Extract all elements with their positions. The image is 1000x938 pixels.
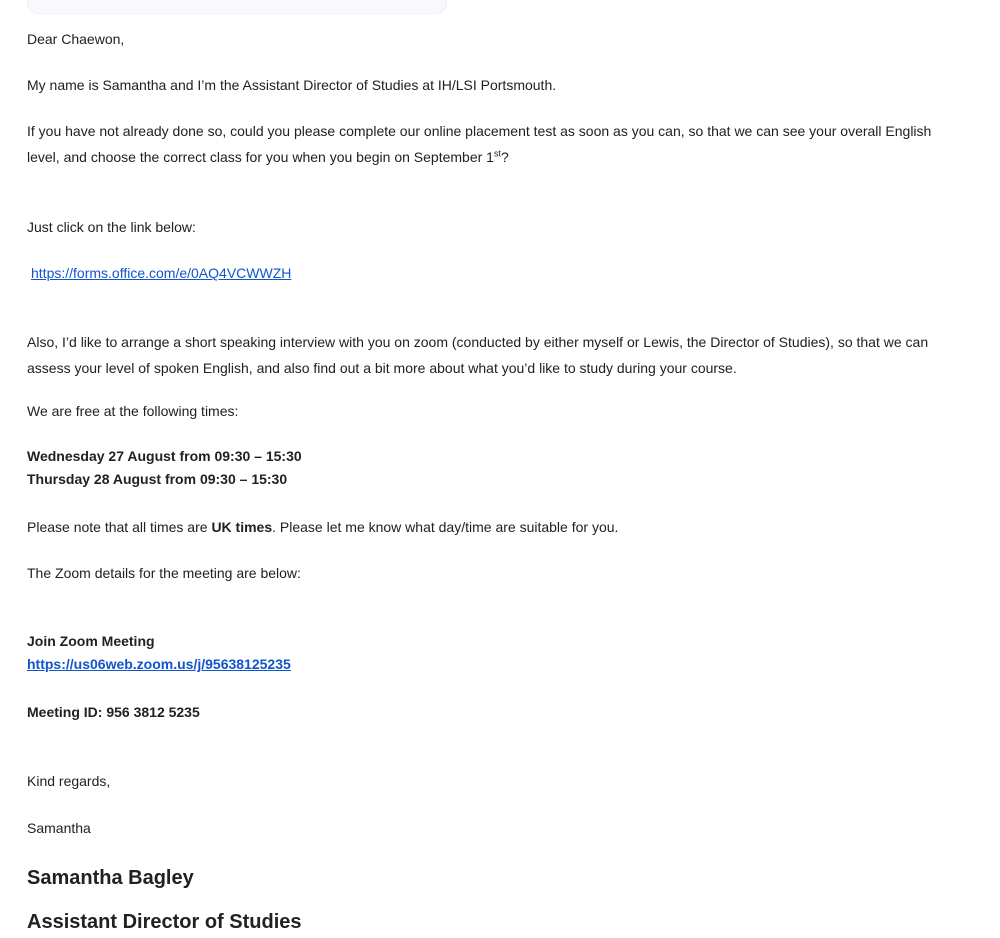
meeting-id-line: Meeting ID: 956 3812 5235 (27, 704, 200, 720)
availability-intro-line: We are free at the following times: (27, 403, 239, 419)
placement-request-text: If you have not already done so, could you please complete our online placement test as soon as you can, so that we can see your overall English level, and choose the correct class for you when you begin on September 1 (27, 123, 932, 165)
collapsed-content-chip[interactable] (27, 0, 447, 14)
times-note-text: Please note that all times are (27, 519, 212, 535)
times-note-paragraph (27, 514, 967, 540)
placement-test-link[interactable]: https://forms.office.com/e/0AQ4VCWWZH (31, 265, 292, 281)
placement-request-paragraph (27, 118, 967, 170)
zoom-details-intro-line: The Zoom details for the meeting are below: (27, 565, 301, 581)
signoff-line: Kind regards, (27, 773, 111, 789)
availability-slot: Thursday 28 August from 09:30 – 15:30 (27, 471, 288, 487)
placement-link-line (27, 260, 967, 286)
signature-name: Samantha Bagley (27, 867, 194, 889)
join-zoom-block (27, 630, 967, 676)
times-note-end: . Please let me know what day/time are suitable for you. (272, 519, 619, 535)
zoom-meeting-link[interactable]: https://us06web.zoom.us/j/95638125235 (27, 656, 291, 672)
intro-line: My name is Samantha and I’m the Assistant Director of Studies at IH/LSI Portsmouth. (27, 77, 557, 93)
link-prompt-line: Just click on the link below: (27, 219, 196, 235)
placement-request-end: ? (500, 149, 509, 165)
availability-slots-block (27, 445, 967, 491)
interview-request-paragraph: Also, I’d like to arrange a short speaking interview with you on zoom (conducted by either myself or Lewis, the Director of Studies), so that we can assess your level of spoken English, and also find out a bit more about what you’d like to study during your course. (27, 334, 929, 376)
signature-job-title: Assistant Director of Studies (27, 911, 302, 933)
signoff-name-line: Samantha (27, 820, 91, 836)
ordinal-superscript: st (493, 148, 501, 159)
uk-times-bold: UK times (211, 519, 273, 535)
greeting-line: Dear Chaewon, (27, 31, 125, 47)
join-zoom-label: Join Zoom Meeting (27, 633, 155, 649)
availability-slot: Wednesday 27 August from 09:30 – 15:30 (27, 448, 302, 464)
